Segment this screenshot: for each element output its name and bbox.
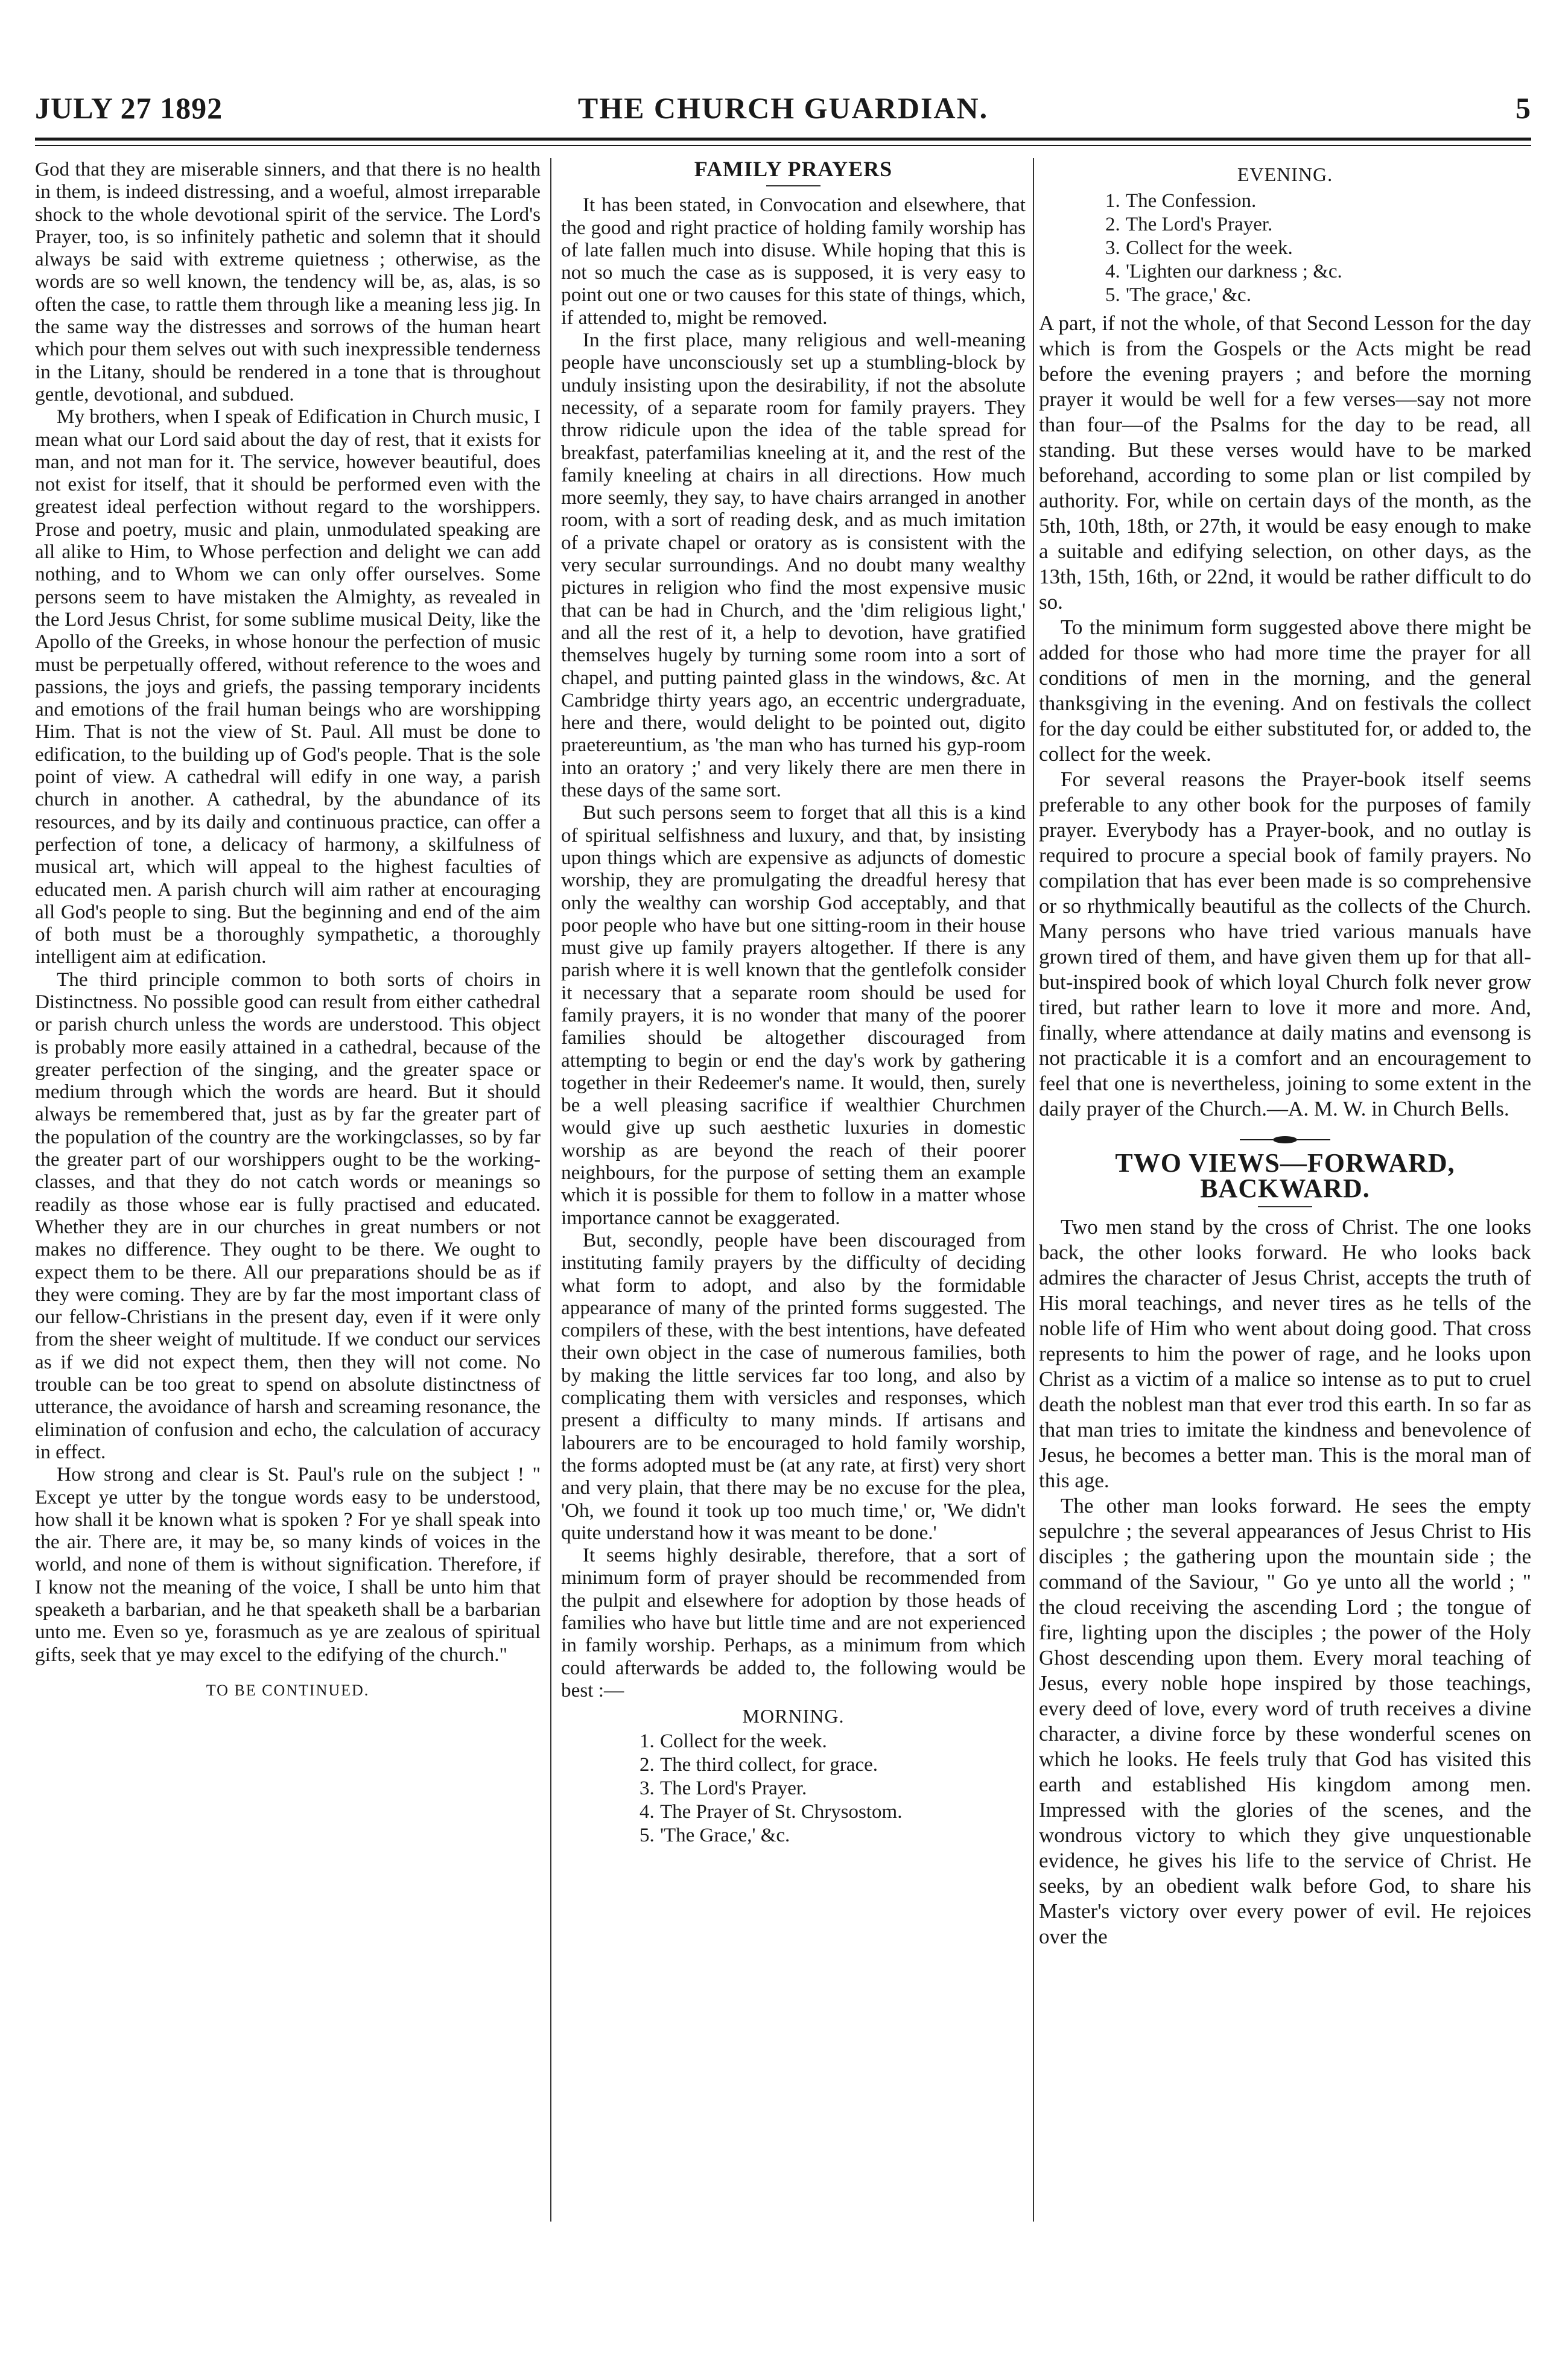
paragraph: Two men stand by the cross of Christ. The one looks back, the other looks forward. He who looks back admires the character of Jesus Christ, accepts the truth of His moral teachings, and never tires as he tells of the noble life of Him who went about doing good. That cross represents to him the power of rage, and he looks upon Christ as a victim of a malice so intense as to put to cruel death the noblest man that ever trod this earth. In so far as that man tries to imitate the kindness and benevolence of Jesus, he becomes a better man. This is the moral man of this age. xyxy=(1039,1215,1531,1492)
paragraph: How strong and clear is St. Paul's rule on the subject ! " Except ye utter by the tongue words easy to be understood, how shall it be known what is spoken ? For ye shall speak into the air. There are, it may be, so many kinds of voices in the world, and none of them is without signification. Therefore, if I know not the meaning of the voice, I shall be unto him that speaketh a barbarian, and he that speaketh shall be a barbarian unto me. Even so ye, forasmuch as ye are zealous of spiritual gifts, seek that ye may excel to the edifying of the church." xyxy=(35,1463,541,1666)
column-1 xyxy=(35,158,541,1701)
list-item: 1. Collect for the week. xyxy=(640,1730,827,1753)
paragraph: But such persons seem to forget that all this is a kind of spiritual selfishness and luxury, and that, by insisting upon things which are expensive as adjuncts of domestic worship, they are promulgating the dreadful heresy that only the wealthy can worship God acceptably, and that poor people who have but one sitting-room in their house must give up family prayers altogether. If there is any parish where it is well known that the gentlefolk consider it necessary that a separate room should be used for family prayers, it is no wonder that many of the poorer families should be altogether discouraged from attempting to begin or end the day's work by gathering together in their Redeemer's name. It would, then, surely be a well pleasing sacrifice if wealthier Churchmen would give up such aesthetic luxuries in domestic worship as are beyond the reach of their poorer neighbours, for the purpose of setting them an example which it is possible for them to follow in a matter whose importance cannot be exaggerated. xyxy=(561,801,1026,1229)
paragraph: The third principle common to both sorts of choirs in Distinctness. No possible good can result from either cathedral or parish church unless the words are understood. This object is probably more easily attained in a cathedral, because of the greater perfection of the singing, and the greater space or medium through which the words are heard. But it should always be remembered that, just as by far the greater part of the population of the country are the workingclasses, so by far the greater part of our worshippers ought to be the working-classes, and that they do not catch words or meanings so readily as those whose ear is fully practised and educated. Whether they are in our churches in great numbers or not makes no difference. They ought to be there. We ought to expect them to be there. All our preparations should be as if they were coming. They are by far the most important class of our fellow-Christians in the present day, even if it were only from the sheer weight of multitude. If we conduct our services as if we did not expect them, then they will not come. No trouble can be too great to spend on absolute distinctness of utterance, the avoidance of harsh and screaming resonance, the elimination of confusion and echo, the calculation of accuracy in effect. xyxy=(35,968,541,1463)
column-2 xyxy=(561,158,1026,1851)
morning-list xyxy=(561,1730,1026,1847)
article-heading-family-prayers: FAMILY PRAYERS xyxy=(694,157,893,181)
list-item: 3. Collect for the week. xyxy=(1105,237,1293,259)
list-item: 2. The Lord's Prayer. xyxy=(1105,214,1273,235)
article-heading-two-views: TWO VIEWS—FORWARD, BACKWARD. xyxy=(1115,1148,1455,1203)
evening-list xyxy=(1039,189,1531,307)
paragraph: In the first place, many religious and well-meaning people have unconsciously set up a stumbling-block by unduly insisting upon the desirability, if not the absolute necessity, of a separate room for family prayers. They throw ridicule upon the idea of the table spread for breakfast, paterfamilias kneeling at it, and the rest of the family kneeling at chairs in all directions. How much more seemly, they say, to have chairs arranged in another room, with a sort of reading desk, and as much imitation of a private chapel or oratory as is consistent with the very secular surroundings. And no doubt many wealthy pictures in religion who find the most expensive music that can be had in Church, and the 'dim religious light,' and all the rest of it, a help to devotion, have gratified themselves hugely by turning some room into a sort of chapel, and putting painted glass in the windows, &c. At Cambridge thirty years ago, an eccentric undergraduate, here and there, would delight to be pointed out, digito praetereuntium, as 'the man who has turned his gyp-room into an oratory ;' and very likely there are men there in these days of the same sort. xyxy=(561,329,1026,802)
paragraph: It has been stated, in Convocation and elsewhere, that the good and right practice of holding family worship has of late fallen much into disuse. While hoping that this is not so much the case as is supposed, it is very easy to point out one or two causes for this state of things, which, if attended to, might be removed. xyxy=(561,194,1026,329)
issue-date: JULY 27 1892 xyxy=(35,91,223,125)
paragraph: To the minimum form suggested above there might be added for those who had more time the prayer for all conditions of men in the morning, and the general thanksgiving in the evening. And on festivals the collect for the day could be either substituted for, or added to, the collect for the week. xyxy=(1039,615,1531,766)
masthead xyxy=(35,91,1531,133)
list-item: 4. The Prayer of St. Chrysostom. xyxy=(640,1801,903,1823)
paragraph: The other man looks forward. He sees the empty sepulchre ; the several appearances of Jesus Christ to His disciples ; the gathering upon the mountain side ; the command of the Saviour, " Go ye unto all the world ; " the cloud receiving the ascending Lord ; the tongue of fire, lighting upon the disciples ; the power of the Holy Ghost descending upon them. Every moral teaching of Jesus, every noble hope inspired by those teachings, every deed of love, every word of truth receives a divine character, a divine force by these wonderful scenes on which he looks. He feels truly that God has visited this earth and established His kingdom among men. Impressed with the glories of the scenes, and the wondrous victory to which they give unquestionable evidence, he gives his life to the service of Christ. He seeks, by an obedient walk before God, to share his Master's victory over every power of evil. He rejoices over the xyxy=(1039,1494,1531,1948)
page-number: 5 xyxy=(1516,91,1531,125)
paragraph: My brothers, when I speak of Edification in Church music, I mean what our Lord said about the day of rest, that it exists for man, and not man for it. The service, however beautiful, does not exist for itself, that it should be performed even with the greatest ideal perfection without regard to the worshippers. Prose and poetry, music and plain, unmodulated speaking are all alike to Him, to Whose perfection and delight we can add nothing, and to Whom we can only offer ourselves. Some persons seem to have mistaken the Almighty, as revealed in the Lord Jesus Christ, for some sublime musical Deity, like the Apollo of the Greeks, in whose honour the perfection of music must be perpetually offered, without reference to the woes and passions, the joys and griefs, the passing temporary incidents and emotions of the frail human beings who are worshipping Him. That is not the view of St. Paul. All must be done to edification, to the building up of God's people. That is the sole point of view. A cathedral will edify in one way, a parish church in another. A cathedral, by the abundance of its resources, and by its daily and continuous practice, can offer a perfection of tone, a delicacy of harmony, a skilfulness of musical art, which will appeal to the highest faculties of educated men. A parish church will aim rather at encouraging all God's people to sing. But the beginning and end of the aim of both must be a thoroughly sympathetic, a thoroughly intelligent aim at edification. xyxy=(35,405,541,968)
heading-rule xyxy=(1258,1206,1312,1207)
list-item: 4. 'Lighten our darkness ; &c. xyxy=(1105,261,1342,282)
heading-rule xyxy=(766,185,821,186)
list-item: 1. The Confession. xyxy=(1105,190,1257,212)
paragraph: God that they are miserable sinners, and that there is no health in them, is indeed distressing, and a woeful, almost irreparable shock to the whole devotional spirit of the service. The Lord's Prayer, too, is so infinitely pathetic and solemn that it should always be said with extreme quietness ; otherwise, as the words are so well known, the tendency will be, as, alas, is so often the case, to rattle them through like a meaning less jig. In the same way the distresses and sorrows of the human heart which pour them selves out with such inexpressible tenderness in the Litany, should be rendered in a tone that is throughout gentle, devotional, and subdued. xyxy=(35,158,541,405)
list-item: 5. 'The Grace,' &c. xyxy=(640,1825,790,1847)
paragraph: A part, if not the whole, of that Second Lesson for the day which is from the Gospels or the Acts might be read before the evening prayers ; and before the morning prayer it would be well for a few verses—say not more than four—of the Psalms for the day to be read, all standing. But these verses would have to be marked beforehand, according to some plan or list compiled by authority. For, while on certain days of the month, as the 5th, 10th, 18th, or 27th, it would be easy enough to make a suitable and edifying selection, on other days, as the 13th, 15th, 16th, or 22nd, it would be rather difficult to do so. xyxy=(1039,311,1531,614)
list-item: 5. 'The grace,' &c. xyxy=(1105,284,1251,306)
newspaper-title: THE CHURCH GUARDIAN. xyxy=(577,91,989,125)
subheading-evening: EVENING. xyxy=(1237,164,1333,185)
column-divider xyxy=(1033,158,1034,2222)
column-3 xyxy=(1039,158,1531,1949)
masthead-rule-thin xyxy=(35,145,1531,146)
masthead-rule xyxy=(35,138,1531,141)
paragraph: For several reasons the Prayer-book itself seems preferable to any other book for the purposes of family prayer. Everybody has a Prayer-book, and no outlay is required to procure a special book of family prayers. No compilation that has ever been made is so comprehensive or so rhythmically beautiful as the collects of the Church. Many persons who have tried various manuals have grown tired of them, and have given them up for that all-but-inspired book of which loyal Church folk never grow tired, but rather learn to love it more and more. And, finally, where attendance at daily matins and evensong is not practicable it is a comfort and an encouragement to feel that one is nevertheless, joining to some extent in the daily prayer of the Church.—A. M. W. in Church Bells. xyxy=(1039,767,1531,1120)
list-item: 2. The third collect, for grace. xyxy=(640,1754,878,1776)
paragraph: But, secondly, people have been discouraged from instituting family prayers by the difficulty of deciding what form to adopt, and also by the formidable appearance of many of the printed forms suggested. The compilers of these, with the best intentions, have defeated their own object in the case of numerous families, both by making the little services far too long, and also by complicating them with versicles and responses, which present a difficulty to many minds. If artisans and labourers are to be encouraged to hold family worship, the forms adopted must be (at any rate, at first) very short and very plain, that there may be no excuse for the plea, 'Oh, we found it took up too much time,' or, 'We didn't quite understand how it was meant to be done.' xyxy=(561,1228,1026,1544)
list-item: 3. The Lord's Prayer. xyxy=(640,1777,807,1800)
paragraph: It seems highly desirable, therefore, that a sort of minimum form of prayer should be recommended from the pulpit and elsewhere for adoption by those heads of families who have but little time and are not experienced in family worship. Perhaps, as a minimum from which could afterwards be added to, the following would be best :— xyxy=(561,1544,1026,1701)
continued-note: TO BE CONTINUED. xyxy=(206,1681,370,1699)
column-divider xyxy=(550,158,551,2222)
subheading-morning: MORNING. xyxy=(742,1705,845,1727)
ornament-divider xyxy=(1039,1134,1531,1146)
ornament-icon xyxy=(1240,1134,1330,1146)
